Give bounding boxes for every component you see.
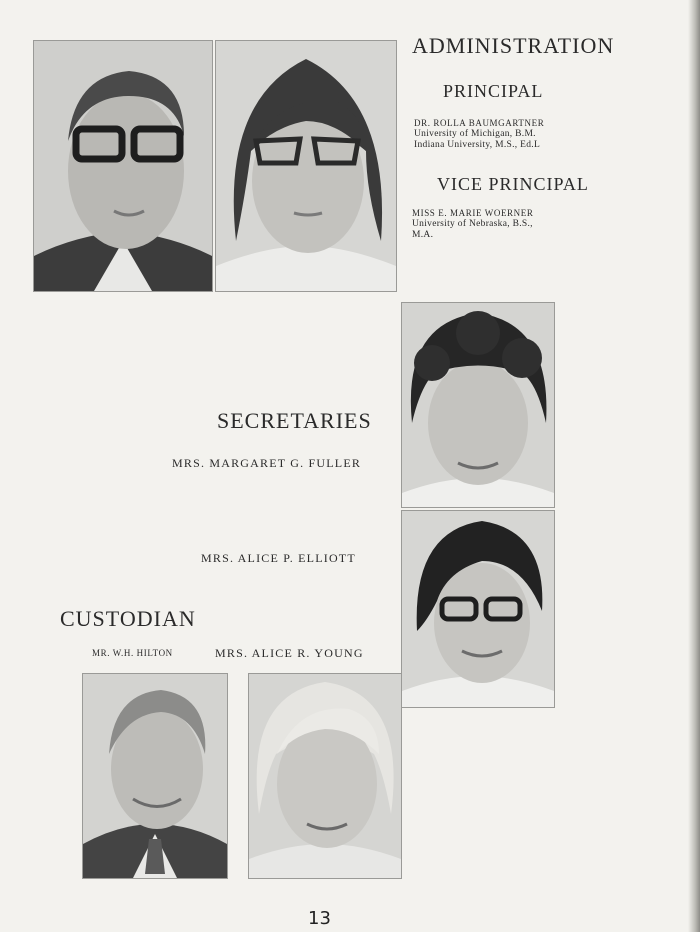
page-number: 13 [308,908,331,929]
vice-principal-name: MISS E. MARIE WOERNER [412,208,534,218]
custodian-heading: CUSTODIAN [60,606,196,631]
vice-principal-degree-1: University of Nebraska, B.S., [412,219,533,229]
photo-vice-principal [215,40,397,292]
custodian-name-hilton: MR. W.H. HILTON [92,648,173,658]
photo-principal [33,40,213,292]
administration-title: ADMINISTRATION [412,33,615,58]
principal-degree-1: University of Michigan, B.M. [414,129,536,139]
vice-principal-credits [412,208,533,241]
photo-secretary-fuller [401,302,555,508]
photo-custodian-young [248,673,402,879]
page-spine-shadow [688,0,700,932]
custodian-name-young: MRS. ALICE R. YOUNG [215,646,364,660]
photo-secretary-elliott [401,510,555,708]
principal-degree-2: Indiana University, M.S., Ed.L [414,140,541,150]
vice-principal-degree-2: M.A. [412,230,434,240]
secretaries-heading: SECRETARIES [217,408,372,433]
principal-heading: PRINCIPAL [443,81,544,101]
secretary-name-elliott: MRS. ALICE P. ELLIOTT [201,551,356,565]
photo-custodian-hilton [82,673,228,879]
vice-principal-heading: VICE PRINCIPAL [437,174,589,194]
principal-credits [414,118,544,151]
principal-name: DR. ROLLA BAUMGARTNER [414,118,545,128]
secretary-name-fuller: MRS. MARGARET G. FULLER [172,456,362,470]
